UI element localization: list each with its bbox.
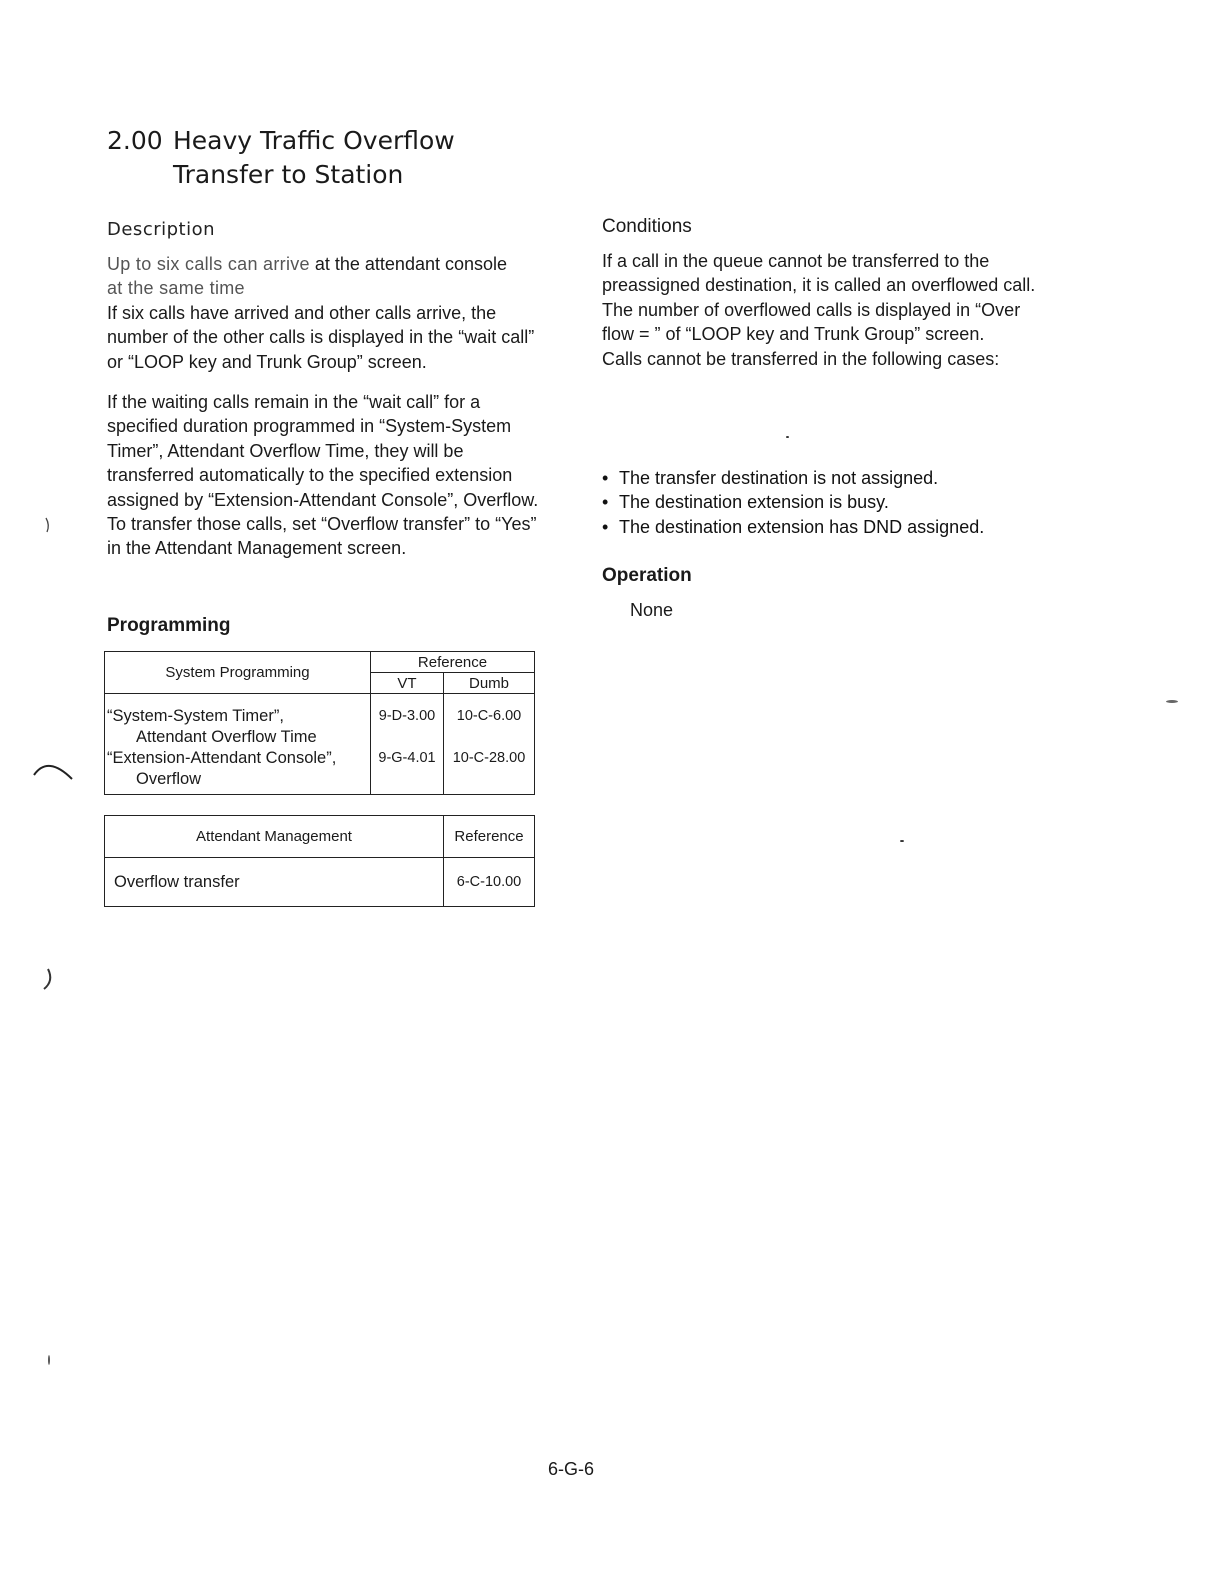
- table1-row2-vt: 9-G-4.01: [378, 750, 436, 766]
- table1-header-system-programming: System Programming: [105, 652, 371, 694]
- table-row: [107, 706, 370, 748]
- description-p4: To transfer those calls, set “Overflow transfer” to “Yes” in the Attendant Management screen.: [107, 514, 537, 559]
- description-p1: [107, 252, 552, 301]
- description-p3: If the waiting calls remain in the “wait call” for a specified duration programmed in “System-System Timer”, Attendant Overflow Time, they will be transferred automatically to the specified extension assigned by “Extension-Attendant Console”, Overflow.: [107, 392, 539, 510]
- table-row: [105, 858, 535, 907]
- operation-text: None: [630, 600, 674, 620]
- table2-row1-item: Overflow transfer: [105, 858, 444, 907]
- conditions-heading: Conditions: [602, 216, 692, 237]
- operation-heading: Operation: [602, 565, 692, 586]
- description-p1-rest: at the attendant console: [309, 254, 508, 274]
- conditions-p3: Calls cannot be transferred in the following cases:: [602, 348, 1000, 369]
- system-programming-table: [104, 651, 535, 795]
- description-heading: Description: [107, 219, 216, 240]
- section-title-line1: Heavy Traffic Overflow: [173, 126, 455, 155]
- conditions-p2: The number of overflowed calls is displayed in “Over flow = ” of “LOOP key and Trunk Group” screen.: [602, 299, 1021, 345]
- table1-row1-line1: “System-System Timer”,: [107, 707, 284, 725]
- section-number: 2.00: [107, 126, 163, 155]
- table2-header-attendant-management: Attendant Management: [105, 816, 444, 858]
- programming-heading: Programming: [107, 615, 231, 636]
- table1-row2-line2: Overflow: [136, 770, 202, 788]
- table1-items-cell: [105, 694, 371, 795]
- table1-subheader-vt: VT: [371, 673, 444, 694]
- description-p2: If six calls have arrived and other calls arrive, the number of the other calls is displayed in the “wait call” or “LOOP key and Trunk Group” screen.: [107, 302, 535, 372]
- page-number: 6-G-6: [548, 1459, 595, 1479]
- section-title: [107, 124, 455, 192]
- list-item: • The destination extension has DND assigned.: [602, 515, 1052, 539]
- table1-row1-vt: 9-D-3.00: [378, 708, 436, 724]
- table1-row2-line1: “Extension-Attendant Console”,: [107, 749, 337, 767]
- table1-dumb-cell: [444, 694, 535, 795]
- conditions-p1: If a call in the queue cannot be transferred to the preassigned destination, it is called an overflowed call.: [602, 251, 1036, 296]
- description-p1-line2: at the same time: [107, 278, 245, 299]
- table2-row1-ref: 6-C-10.00: [444, 858, 535, 907]
- list-item: • The destination extension is busy.: [602, 490, 1052, 514]
- scan-mark-icon: [42, 515, 54, 545]
- description-p1-degraded: Up to six calls can arrive: [107, 254, 310, 274]
- attendant-management-table: [104, 815, 535, 907]
- scan-mark-icon: [28, 745, 78, 785]
- table1-subheader-dumb: Dumb: [444, 673, 535, 694]
- table1-vt-cell: [371, 694, 444, 795]
- scan-mark-icon: [38, 965, 58, 995]
- table-row: [107, 748, 370, 790]
- table1-row1-line2: Attendant Overflow Time: [136, 728, 317, 746]
- description-body: [107, 252, 552, 561]
- table1-row2-dumb: 10-C-28.00: [452, 750, 526, 766]
- conditions-list: [602, 466, 1052, 539]
- list-item: • The transfer destination is not assigned.: [602, 466, 1052, 490]
- table1-row1-dumb: 10-C-6.00: [456, 708, 522, 724]
- table1-header-reference: Reference: [371, 652, 535, 673]
- table2-header-reference: Reference: [444, 816, 535, 858]
- conditions-body: [602, 249, 1042, 371]
- section-title-line2: Transfer to Station: [173, 160, 404, 189]
